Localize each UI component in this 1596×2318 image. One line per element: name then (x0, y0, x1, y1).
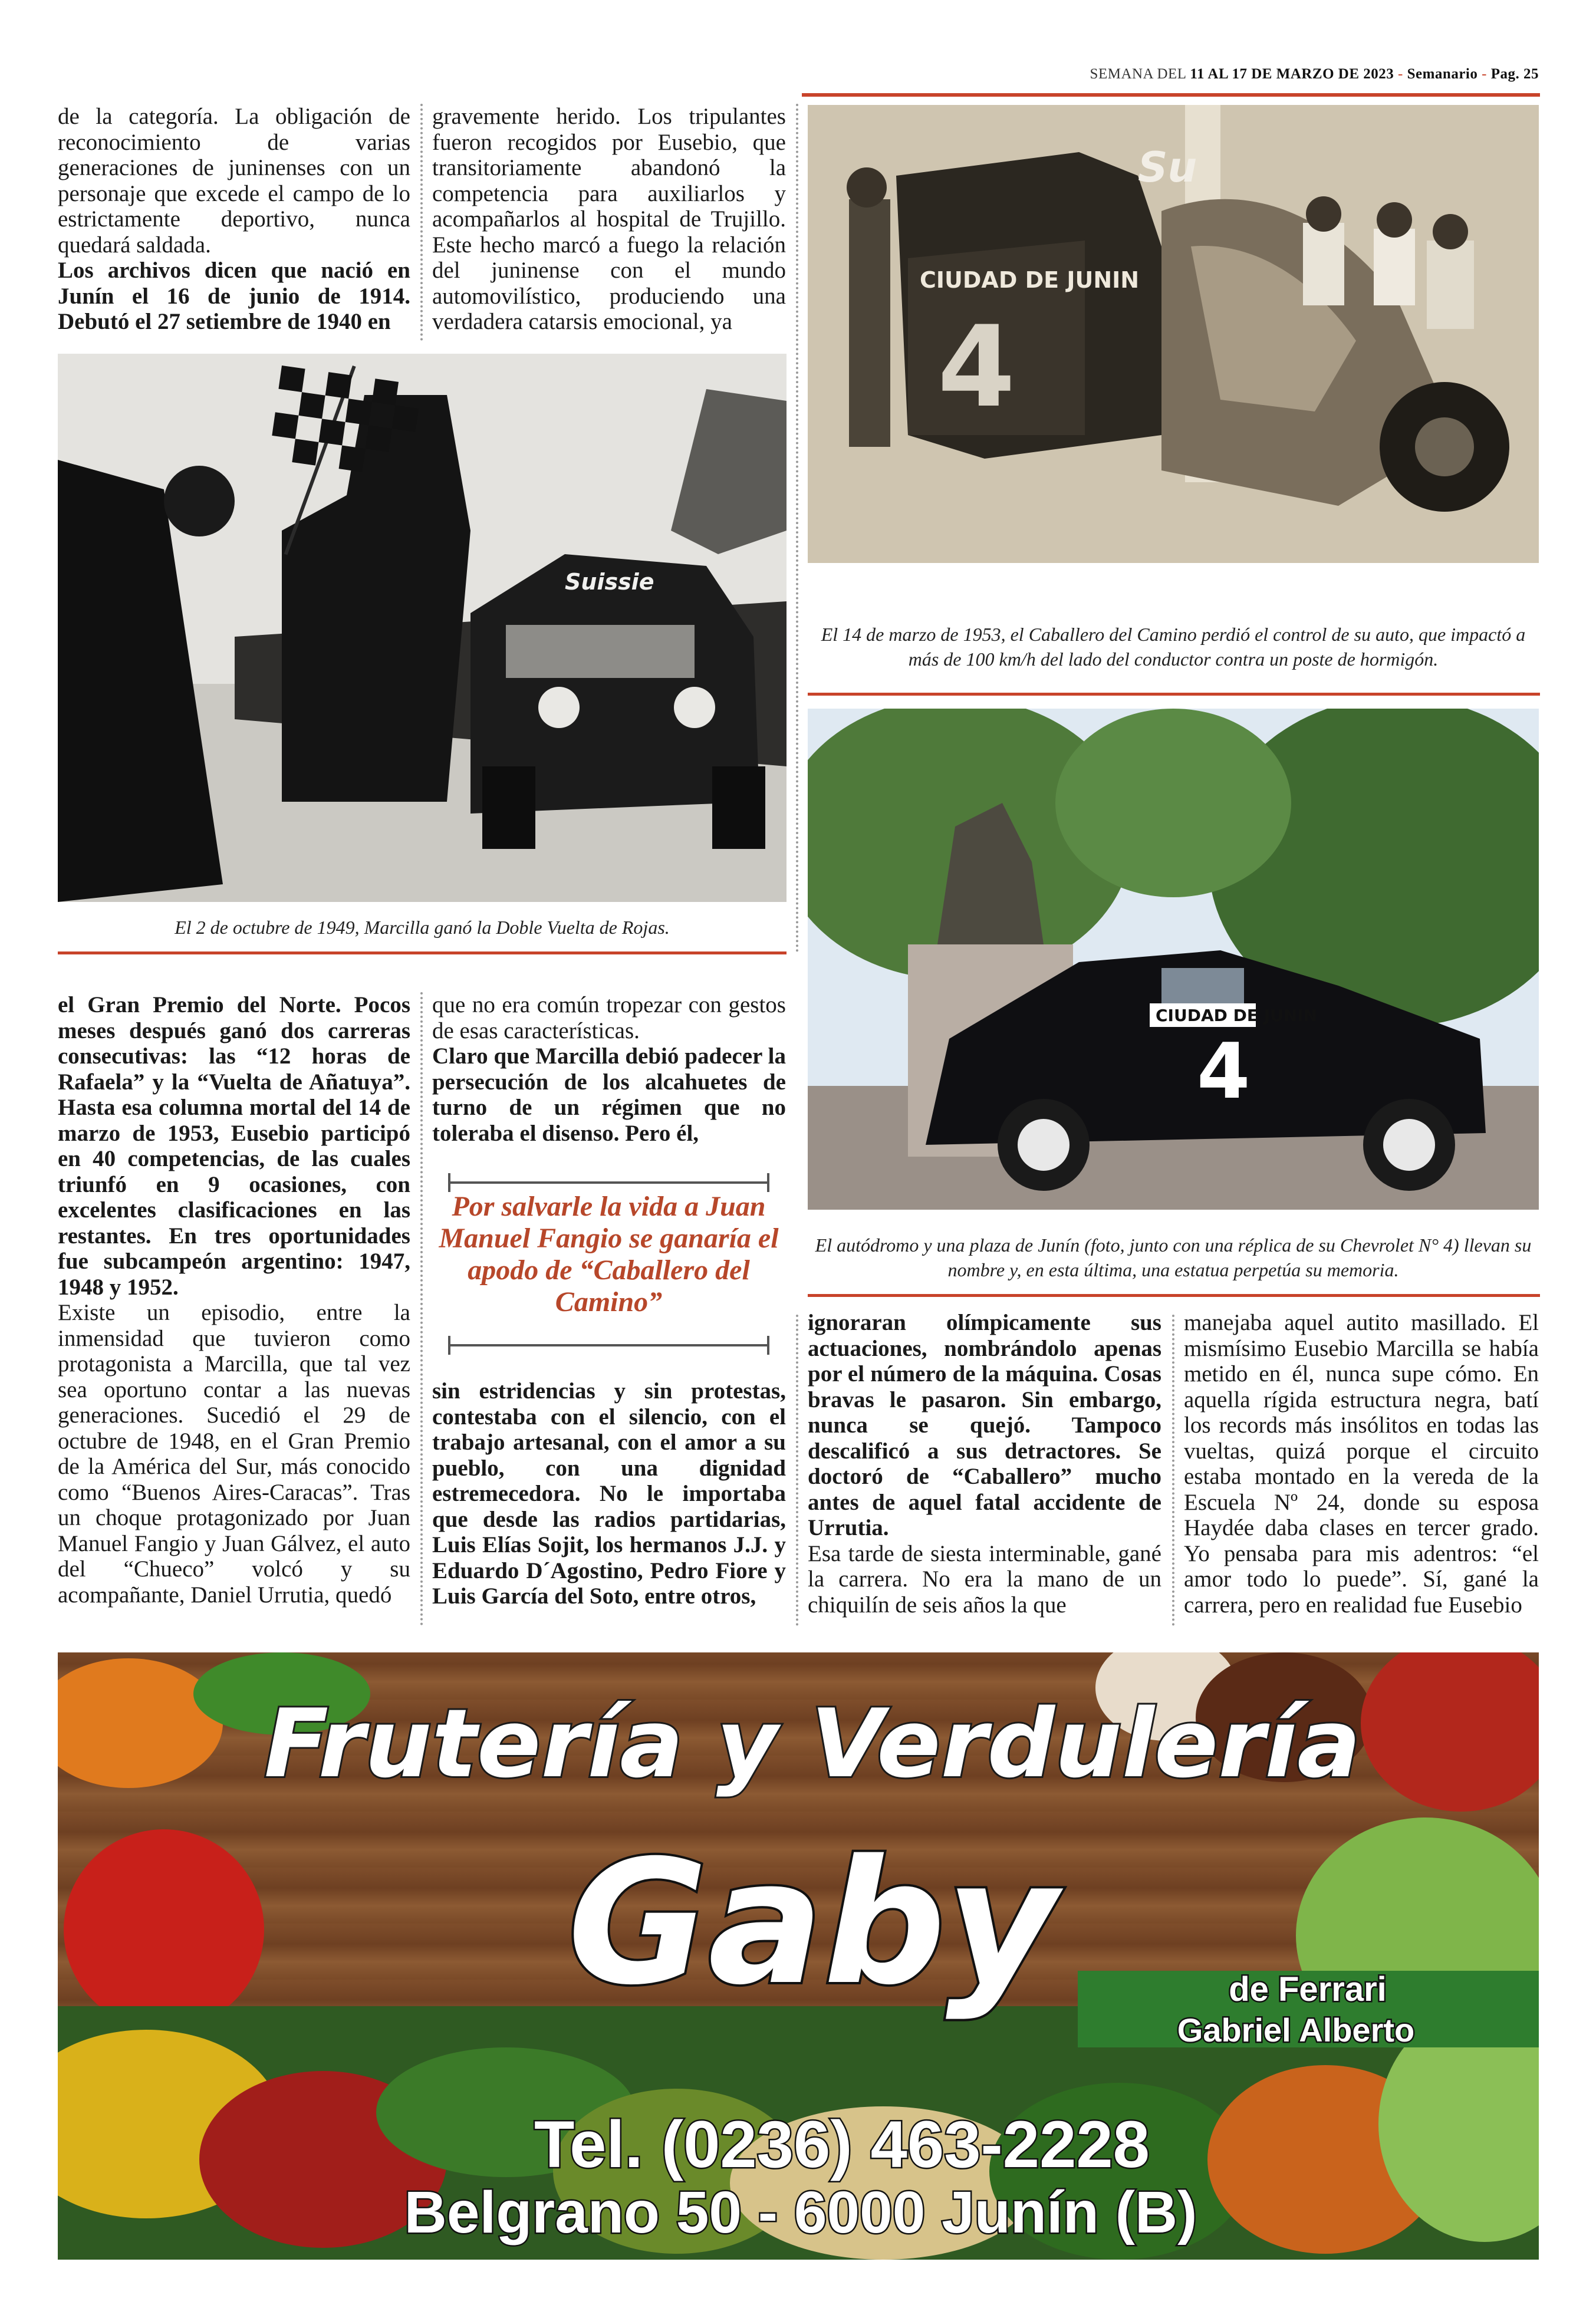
race-photo-image (58, 354, 787, 902)
quote-rule-top (448, 1181, 769, 1184)
header-publicacion: Semanario (1407, 66, 1478, 82)
paragraph: el Gran Premio del Norte. Pocos meses después ganó dos carreras consecutivas: las “12 horas de Rafaela” y la “Vuelta de Añatuya”. Hasta esa columna mortal del 14 de marzo de 1953, Eusebio participó en 40 competencias, de las cuales triunfó en 9 ocasiones, con excelentes clasificaciones en las restantes. En tres oportunidades fue subcampeón argentino: 1947, 1948 y 1952. (58, 992, 410, 1300)
advertisement (58, 1652, 1539, 2260)
paragraph: ignoraran olímpicamente sus actuaciones, nombrándolo apenas por el número de la máquina. Cosas bravas le pasaron. Sin embargo, nunca se quejó. Tampoco descalificó a sus detractores. Se doctoró de “Caballero” mucho antes de aquel fatal accidente de Urrutia. (808, 1310, 1161, 1540)
crash-car-number: 4 (937, 302, 1016, 432)
ad-owner-line2: Gabriel Alberto (1177, 2011, 1415, 2049)
ad-address: Belgrano 50 - 6000 Junín (B) (404, 2179, 1197, 2245)
article-col1-bottom (58, 992, 410, 1608)
article-col1-top (58, 104, 410, 335)
column-divider (1172, 1315, 1174, 1626)
page-number: Pag. 25 (1490, 66, 1539, 82)
article-col2-top (432, 104, 786, 335)
article-col3-bottom (808, 1310, 1161, 1618)
paragraph: gravemente herido. Los tripulantes fueron recogidos por Eusebio, que transitoriamente abandonó la competencia para auxiliarlos y acompañarlos al hospital de Trujillo. Este hecho marcó a fuego la relación del juninense con el mundo automovilístico, produciendo una verdadera catarsis emocional, ya (432, 104, 786, 334)
replica-car-number: 4 (1197, 1026, 1251, 1116)
paragraph: de la categoría. La obligación de reconocimiento de varias generaciones de juninenses con un personaje que excede el campo de lo estrictamente deportivo, nunca quedará saldada. (58, 104, 410, 258)
crash-photo-caption: El 14 de marzo de 1953, el Caballero del Camino perdió el control de su auto, que impactó a más de 100 km/h del lado del conductor contra un poste de hormigón. (821, 624, 1526, 670)
column-divider (796, 104, 798, 953)
header-sep: - (1482, 66, 1487, 82)
pull-quote: Por salvarle la vida a Juan Manuel Fangio se ganaría el apodo de “Caballero del Camino” (439, 1191, 779, 1318)
article-col2-bottom-cont: sin estridencias y sin protestas, contestaba con el silencio, con el trabajo artesanal, con el amor a su pueblo, con una dignidad estremecedora. No le importaba que desde las radios partidarias, Luis Elías Sojit, los hermanos J.J. y Eduardo D´Agostino, Pedro Fiore y Luis García del Soto, entre otros, (432, 1378, 786, 1609)
replica-car-label: CIUDAD DE JUNIN (1156, 1006, 1318, 1025)
paragraph: Existe un episodio, entre la inmensidad que tuvieron como protagonista a Marcilla, que tal vez sea oportuno contar a las nuevas generaciones. Sucedió el 29 de octubre de 1948, en el Gran Premio de la América del Sur, más conocido como “Buenos Aires-Caracas”. Tras un choque protagonizado por Juan Manuel Fangio y Juan Gálvez, el auto del “Chueco” volcó y su acompañante, Daniel Urrutia, quedó (58, 1300, 410, 1608)
paragraph: Los archivos dicen que nació en Junín el 16 de junio de 1914. Debutó el 27 setiembre de 1940 en (58, 258, 410, 334)
replica-photo-image (808, 709, 1539, 1210)
paragraph: Claro que Marcilla debió padecer la persecución de los alcahuetes de turno de un régimen que no toleraba el disenso. Pero él, (432, 1043, 786, 1146)
quote-rule-bottom (448, 1344, 769, 1346)
race-photo-caption: El 2 de octubre de 1949, Marcilla ganó la Doble Vuelta de Rojas. (175, 917, 670, 938)
column-divider (420, 104, 423, 341)
ad-owner-line1: de Ferrari (1229, 1970, 1387, 2009)
crash-sign-text: Su (1138, 143, 1197, 192)
ad-title: Frutería y Verdulería (264, 1688, 1361, 1799)
replica-photo-caption: El autódromo y una plaza de Junín (foto, junto con una réplica de su Chevrolet N° 4) llevan su nombre y, en esta última, una estatua perpetúa su memoria. (815, 1234, 1532, 1280)
header-semana: SEMANA DEL (1090, 66, 1186, 82)
header-fecha: 11 AL 17 DE MARZO DE 2023 (1190, 66, 1394, 82)
crash-car-label: CIUDAD DE JUNIN (920, 267, 1140, 293)
page-header (59, 66, 1539, 94)
ad-store-name: Gaby (567, 1824, 1058, 2023)
ad-phone: Tel. (0236) 463-2228 (534, 2108, 1150, 2181)
header-rule (802, 93, 1540, 97)
crash-photo (808, 105, 1539, 563)
paragraph: que no era común tropezar con gestos de esas características. (432, 992, 786, 1043)
column-divider (420, 992, 423, 1626)
article-col4-bottom (1184, 1310, 1539, 1618)
caption-rule (58, 951, 787, 954)
caption-rule (808, 693, 1540, 696)
header-sep: - (1398, 66, 1403, 82)
paragraph: Esa tarde de siesta interminable, gané la carrera. No era la mano de un chiquilín de seis años la que (808, 1540, 1161, 1618)
paragraph: manejaba aquel autito masillado. El mismísimo Eusebio Marcilla se había metido en él, nunca supe cómo. En aquella rígida estructura negra, batí los records más insólitos en todas las vueltas, quizá porque el circuito estaba montado en la vereda de la Escuela Nº 24, donde su esposa Haydée daba clases en tercer grado. Yo pensaba para mis adentros: “el amor todo lo puede”. Sí, gané la carrera, pero en realidad fue Eusebio (1184, 1310, 1539, 1618)
column-divider (796, 1315, 798, 1626)
race-photo (58, 354, 787, 902)
article-col2-bottom (432, 992, 786, 1146)
replica-photo (808, 709, 1539, 1210)
caption-rule (808, 1294, 1540, 1297)
crash-photo-image (808, 105, 1539, 563)
race-banner-text: Suissie (565, 569, 654, 595)
